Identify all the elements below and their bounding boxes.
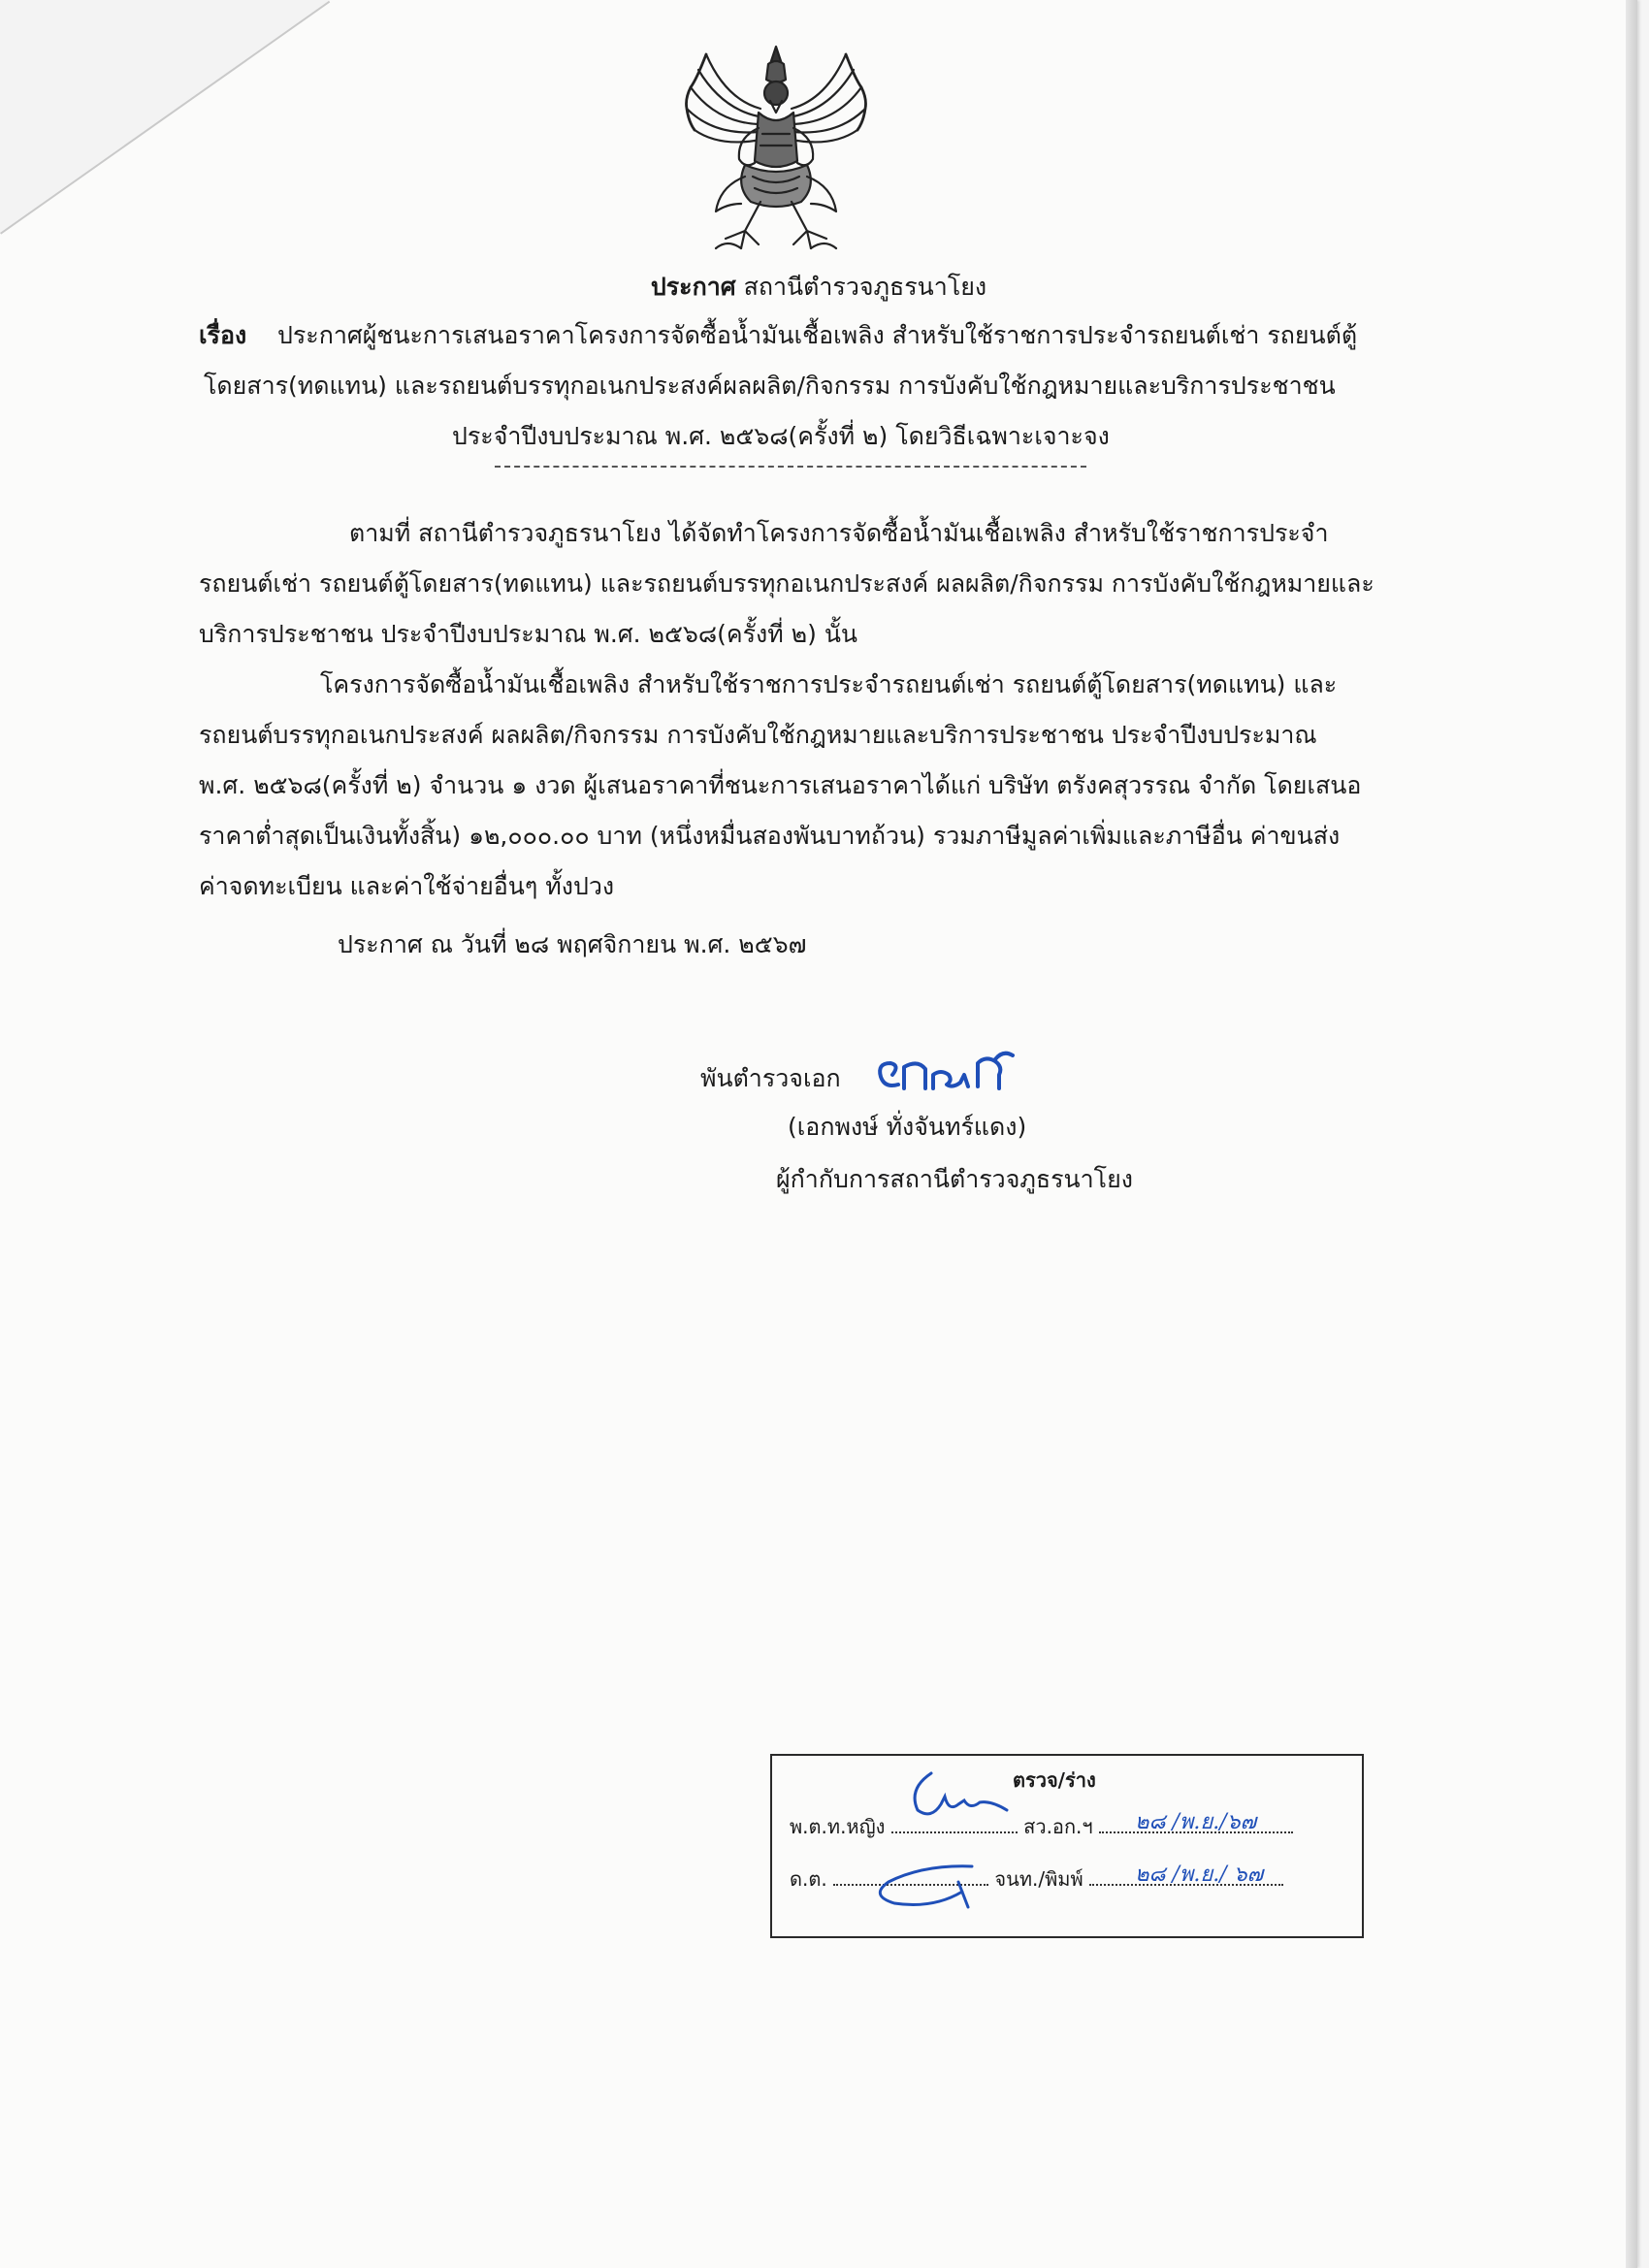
paragraph-2-line-2: รถยนต์บรรทุกอเนกประสงค์ ผลผลิต/กิจกรรม การบังคับใช้กฎหมายและบริการประชาชน ประจำปีงบประมาณ	[199, 721, 1317, 749]
heading-announce-label: ประกาศ	[650, 273, 736, 301]
review-row-1-right-label: สว.อก.ฯ	[1023, 1815, 1093, 1838]
subject-line-2: โดยสาร(ทดแทน) และรถยนต์บรรทุกอเนกประสงค์ผลผลิต/กิจกรรม การบังคับใช้กฎหมายและบริการประชาชน	[204, 372, 1336, 400]
garuda-emblem-icon	[677, 41, 875, 264]
scanned-page-edge	[1626, 0, 1637, 2268]
signatory-rank: พันตำรวจเอก	[700, 1064, 841, 1092]
subject-line-1: ประกาศผู้ชนะการเสนอราคาโครงการจัดซื้อน้ำมันเชื้อเพลิง สำหรับใช้ราชการประจำรถยนต์เช่า รถยนต์ตู้	[277, 321, 1358, 349]
heading-issuer-name: สถานีตำรวจภูธรนาโยง	[743, 273, 987, 301]
announcement-date: ประกาศ ณ วันที่ ๒๘ พฤศจิกายน พ.ศ. ๒๕๖๗	[338, 930, 807, 958]
subject-line-3: ประจำปีงบประมาณ พ.ศ. ๒๕๖๘(ครั้งที่ ๒) โดยวิธีเฉพาะเจาะจง	[452, 422, 1110, 450]
review-draft-box	[770, 1754, 1364, 1938]
announcement-heading	[0, 262, 1637, 312]
review-box-title: ตรวจ/ร่าง	[1013, 1768, 1096, 1792]
paragraph-1-line-2: รถยนต์เช่า รถยนต์ตู้โดยสาร(ทดแทน) และรถยนต์บรรทุกอเนกประสงค์ ผลผลิต/กิจกรรม การบังคับใช้กฎหมายและ	[199, 569, 1374, 598]
review-row-2-left-label: ด.ต.	[790, 1867, 827, 1891]
paragraph-2-line-3: พ.ศ. ๒๕๖๘(ครั้งที่ ๒) จำนวน ๑ งวด ผู้เสนอราคาที่ชนะการเสนอราคาได้แก่ บริษัท ตรังคสุวรรณ จำกัด โดยเสนอ	[199, 771, 1362, 799]
review-row-2-date: ๒๘ /พ.ย./ ๖๗	[1135, 1863, 1264, 1887]
heading-divider	[495, 466, 1086, 468]
signatory-name: (เอกพงษ์ ทั่งจันทร์แดง)	[788, 1113, 1027, 1141]
paragraph-1-line-1: ตามที่ สถานีตำรวจภูธรนาโยง ได้จัดทำโครงการจัดซื้อน้ำมันเชื้อเพลิง สำหรับใช้ราชการประจำ	[349, 519, 1329, 547]
paragraph-2-line-4: ราคาต่ำสุดเป็นเงินทั้งสิ้น) ๑๒,๐๐๐.๐๐ บาท (หนึ่งหมื่นสองพันบาทถ้วน) รวมภาษีมูลค่าเพิ่มและภาษีอื่น ค่าขนส่ง	[199, 822, 1341, 850]
signatory-position: ผู้กำกับการสถานีตำรวจภูธรนาโยง	[776, 1165, 1133, 1193]
review-row-1-signature-line	[891, 1831, 1018, 1833]
subject-label: เรื่อง	[199, 321, 247, 349]
paragraph-2-line-5: ค่าจดทะเบียน และค่าใช้จ่ายอื่นๆ ทั้งปวง	[199, 872, 615, 900]
paragraph-1-line-3: บริการประชาชน ประจำปีงบประมาณ พ.ศ. ๒๕๖๘(ครั้งที่ ๒) นั้น	[199, 620, 858, 648]
review-initial-2	[865, 1857, 991, 1915]
review-row-1-date: ๒๘ /พ.ย./๖๗	[1135, 1810, 1257, 1834]
paragraph-2-line-1: โครงการจัดซื้อน้ำมันเชื้อเพลิง สำหรับใช้ราชการประจำรถยนต์เช่า รถยนต์ตู้โดยสาร(ทดแทน) และ	[320, 670, 1338, 698]
review-initial-1	[902, 1762, 1018, 1830]
review-row-1-left-label: พ.ต.ท.หญิง	[790, 1815, 886, 1838]
review-row-2-right-label: จนท./พิมพ์	[994, 1867, 1083, 1891]
